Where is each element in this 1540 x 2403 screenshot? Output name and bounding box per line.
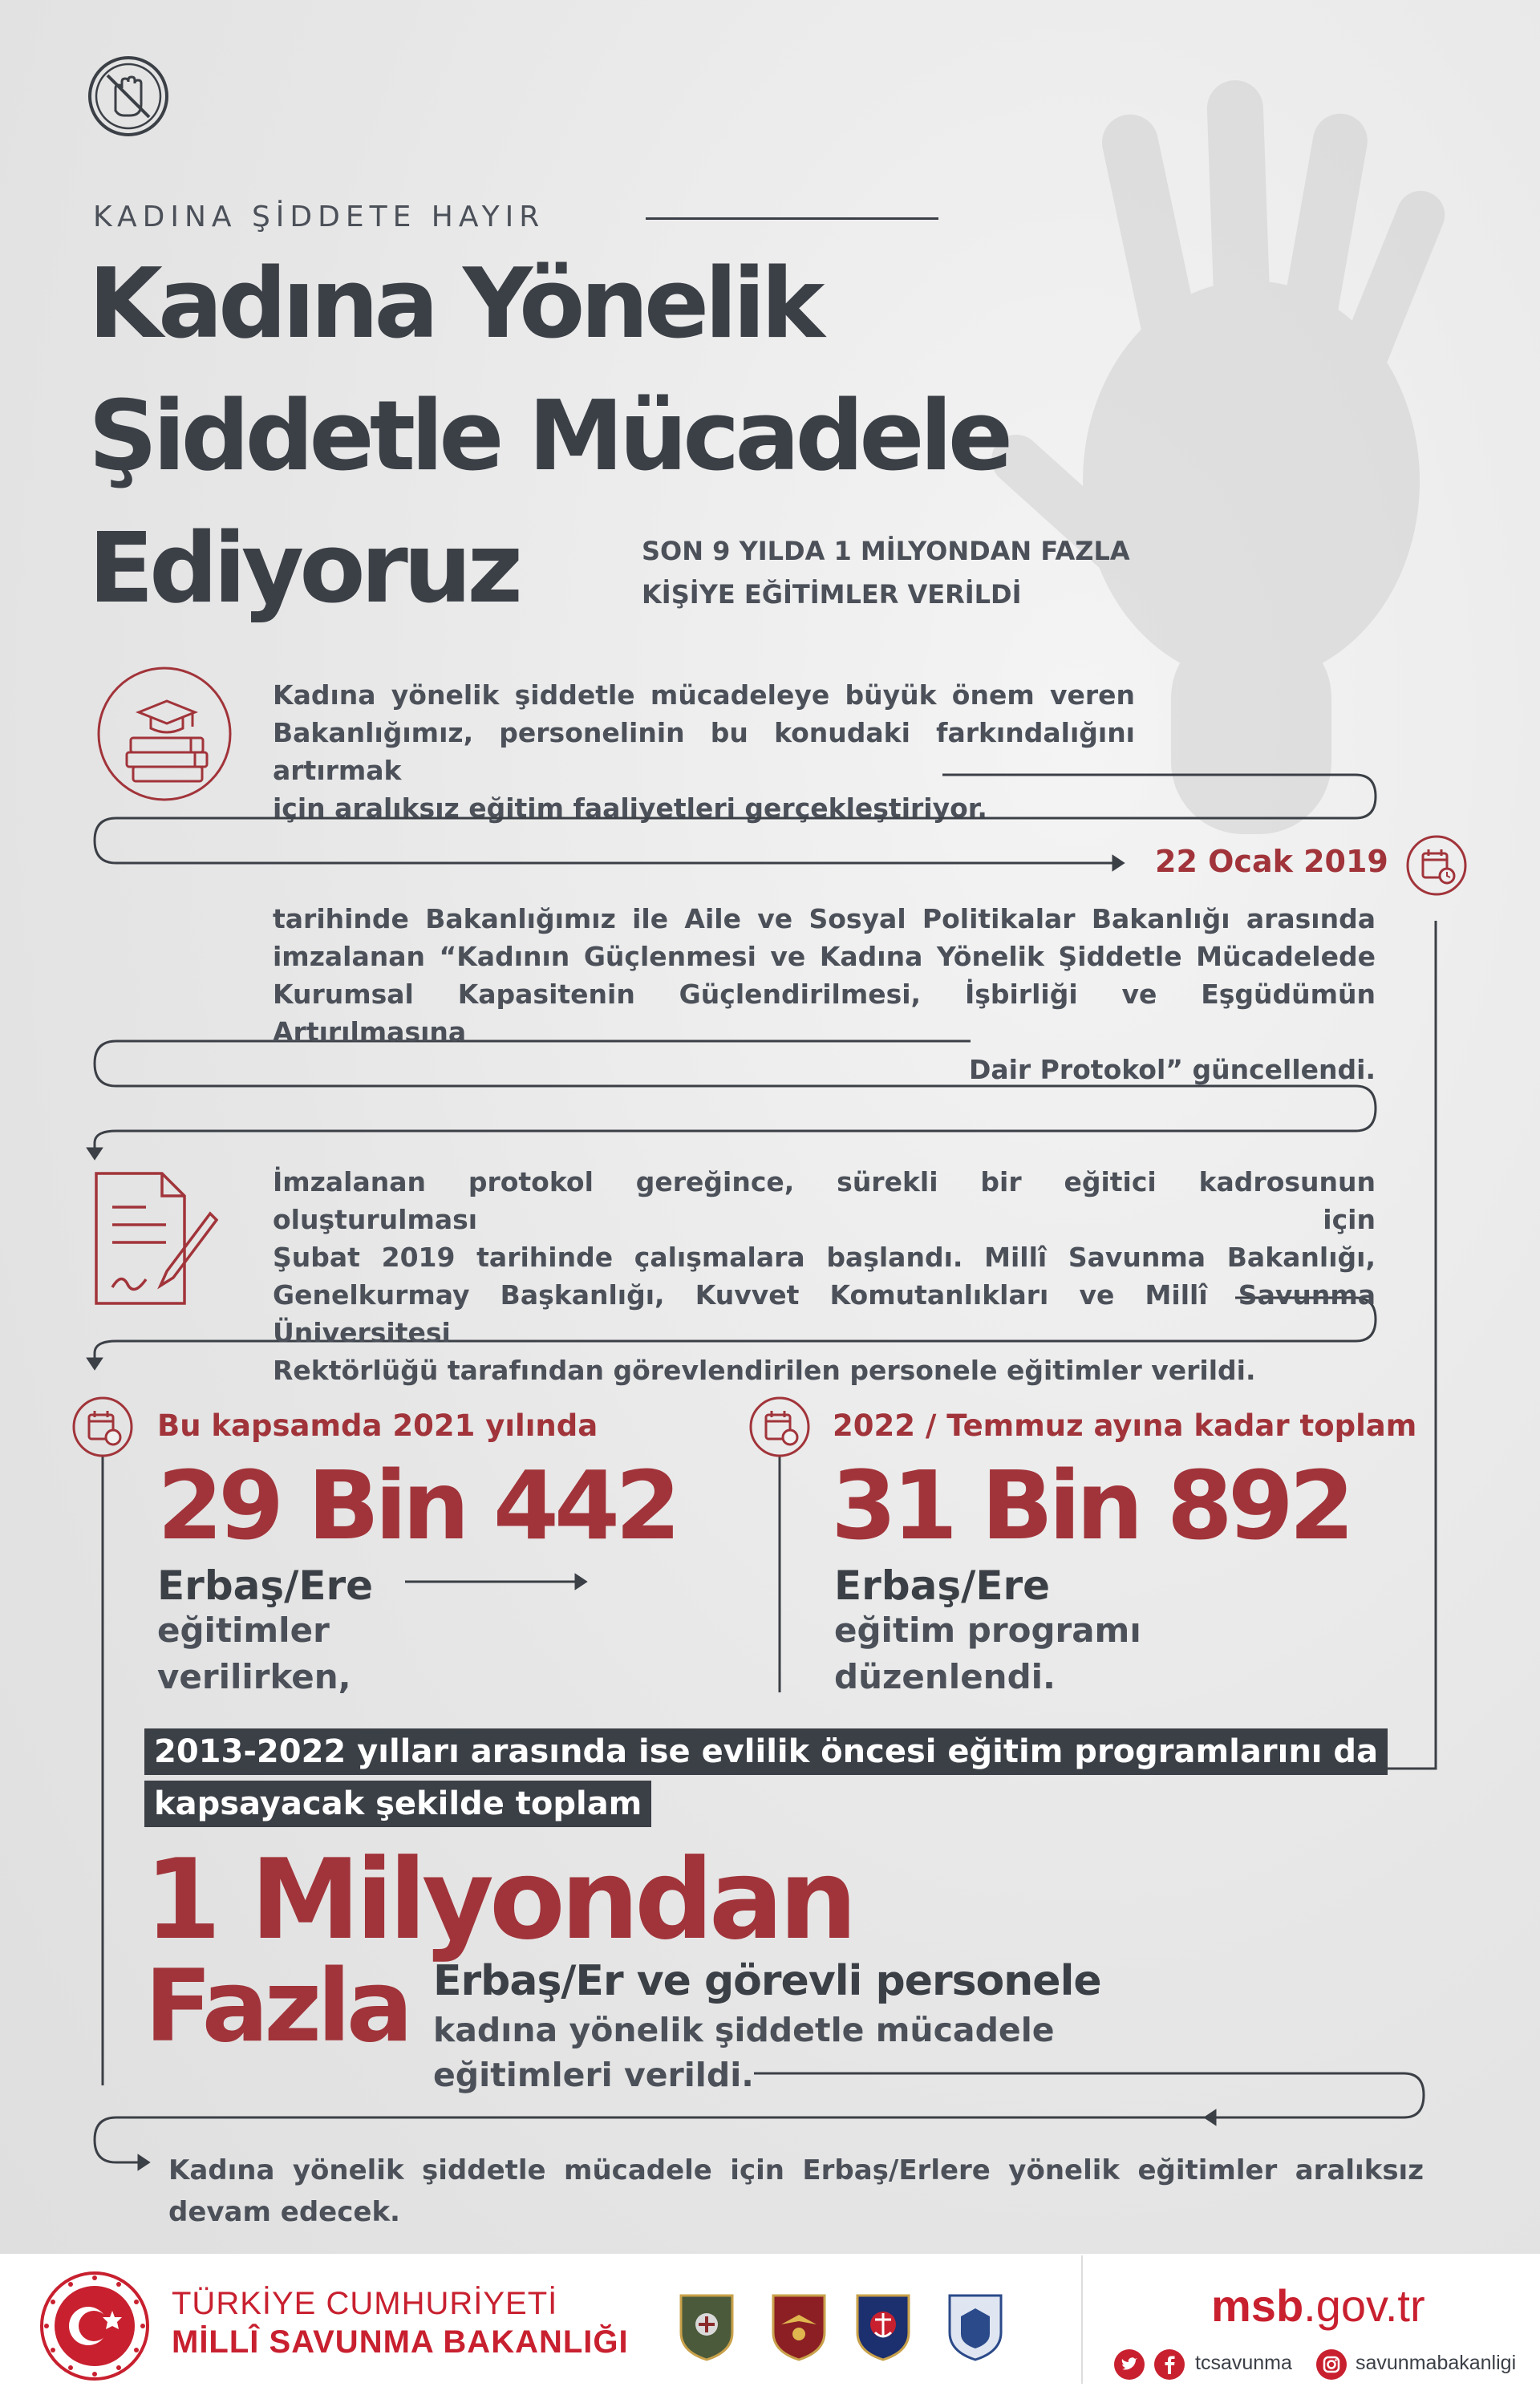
stat-2-desc xyxy=(834,1607,1141,1700)
page-title-line-1: Kadına Yönelik xyxy=(88,249,821,360)
stat-1-number: 29 Bin 442 xyxy=(157,1450,677,1561)
ministry-seal-icon xyxy=(38,2270,151,2382)
stat-2-unit: Erbaş/Ere xyxy=(834,1562,1051,1609)
page-title-line-2: Şiddetle Mücadele xyxy=(88,381,1009,492)
protocol-paragraph xyxy=(273,900,1376,1088)
stat-1-unit: Erbaş/Ere xyxy=(157,1562,374,1609)
closing-paragraph xyxy=(168,2150,1424,2233)
subtitle-line-2: KİŞİYE EĞİTİMLER VERİLDİ xyxy=(642,579,1022,610)
calendar-icon xyxy=(748,1396,811,1458)
footer-divider xyxy=(1081,2255,1083,2384)
navy-emblem-icon xyxy=(854,2292,912,2361)
stat-2-desc-line-2: düzenlendi. xyxy=(834,1657,1056,1696)
protocol-line-2: imzalanan “Kadının Güçlenmesi ve Kadına Yönelik Şiddetle Mücadelede xyxy=(273,941,1376,972)
highlight-right-bold: Erbaş/Er ve görevli personele xyxy=(433,1957,1101,2005)
calendar-icon xyxy=(71,1396,134,1458)
protocol-line-1: tarihinde Bakanlığımız ile Aile ve Sosyal Politikalar Bakanlığı arasında xyxy=(273,903,1376,934)
page-title-line-3: Ediyoruz xyxy=(88,513,519,625)
intro-line-3: için aralıksız eğitim faaliyetleri gerçekleştiriyor. xyxy=(273,792,987,824)
intro-line-1: Kadına yönelik şiddetle mücadeleye büyük önem veren xyxy=(273,679,1135,711)
protocol-date: 22 Ocak 2019 xyxy=(1155,844,1388,879)
stat-1-desc-line-2: verilirken, xyxy=(157,1657,351,1696)
protocol-line-4: Dair Protokol” güncellendi. xyxy=(968,1054,1376,1085)
stat-2-number: 31 Bin 892 xyxy=(831,1450,1351,1561)
stat-2-desc-line-1: eğitim programı xyxy=(834,1611,1141,1650)
intro-line-2: Bakanlığımız, personelinin bu konudaki farkındalığını artırmak xyxy=(273,717,1135,786)
air-force-emblem-icon xyxy=(770,2292,828,2361)
calendar-icon xyxy=(1405,834,1468,897)
instagram-icon[interactable] xyxy=(1315,2348,1348,2381)
protocol-line-3: Kurumsal Kapasitenin Güçlendirilmesi, İşbirliği ve Eşgüdümün Artırılmasına xyxy=(273,979,1376,1048)
website-link[interactable] xyxy=(1211,2279,1425,2332)
stat-2-label: 2022 / Temmuz ayına kadar toplam xyxy=(833,1408,1417,1443)
training-line-1: İmzalanan protokol gereğince, sürekli bir eğitici kadrosunun oluşturulması için xyxy=(273,1166,1376,1235)
highlight-pill-1 xyxy=(144,1728,1388,1775)
closing-line-1: Kadına yönelik şiddetle mücadele için Erbaş/Erlere yönelik eğitimler aralıksız xyxy=(168,2154,1424,2186)
army-emblem-icon xyxy=(678,2292,736,2361)
org-line-2: MİLLÎ SAVUNMA BAKANLIĞI xyxy=(172,2324,629,2360)
highlight-big-line-2: Fazla xyxy=(144,1949,409,2065)
stat-1-desc-line-1: eğitimler xyxy=(157,1611,330,1650)
subtitle-line-1: SON 9 YILDA 1 MİLYONDAN FAZLA xyxy=(642,536,1130,566)
stat-1-label: Bu kapsamda 2021 yılında xyxy=(157,1408,598,1443)
training-line-2: Şubat 2019 tarihinde çalışmalara başlandı. Millî Savunma Bakanlığı, xyxy=(273,1242,1376,1273)
social-handle-2[interactable]: savunmabakanligi xyxy=(1356,2352,1517,2374)
gendarmerie-emblem-icon xyxy=(946,2292,1004,2361)
document-pen-icon xyxy=(90,1167,218,1311)
highlight-pill-text-1: 2013-2022 yılları arasında ise evlilik öncesi eğitim programlarını da xyxy=(144,1728,1388,1775)
highlight-right-line-2: eğitimleri verildi. xyxy=(433,2056,754,2094)
highlight-right-line-1: kadına yönelik şiddetle mücadele xyxy=(433,2011,1055,2049)
website-bold: msb xyxy=(1211,2280,1304,2331)
website-rest: .gov.tr xyxy=(1303,2280,1425,2331)
kicker-text: KADINA ŞİDDETE HAYIR xyxy=(93,201,545,233)
org-line-1: TÜRKİYE CUMHURİYETİ xyxy=(172,2286,558,2321)
training-line-3: Genelkurmay Başkanlığı, Kuvvet Komutanlıkları ve Millî Savunma Üniversitesi xyxy=(273,1279,1376,1348)
highlight-right-text xyxy=(433,2008,1055,2097)
training-paragraph xyxy=(273,1163,1376,1389)
facebook-icon[interactable] xyxy=(1153,2348,1185,2381)
highlight-pill-2 xyxy=(144,1781,651,1827)
twitter-icon[interactable] xyxy=(1113,2348,1145,2381)
closing-line-2: devam edecek. xyxy=(168,2196,400,2228)
highlight-big-line-1: 1 Milyondan xyxy=(144,1835,853,1964)
stat-1-desc xyxy=(157,1607,351,1700)
training-line-4: Rektörlüğü tarafından görevlendirilen personele eğitimler verildi. xyxy=(273,1355,1256,1386)
highlight-pill-text-2: kapsayacak şekilde toplam xyxy=(144,1781,651,1827)
social-handle-1[interactable]: tcsavunma xyxy=(1195,2352,1292,2374)
